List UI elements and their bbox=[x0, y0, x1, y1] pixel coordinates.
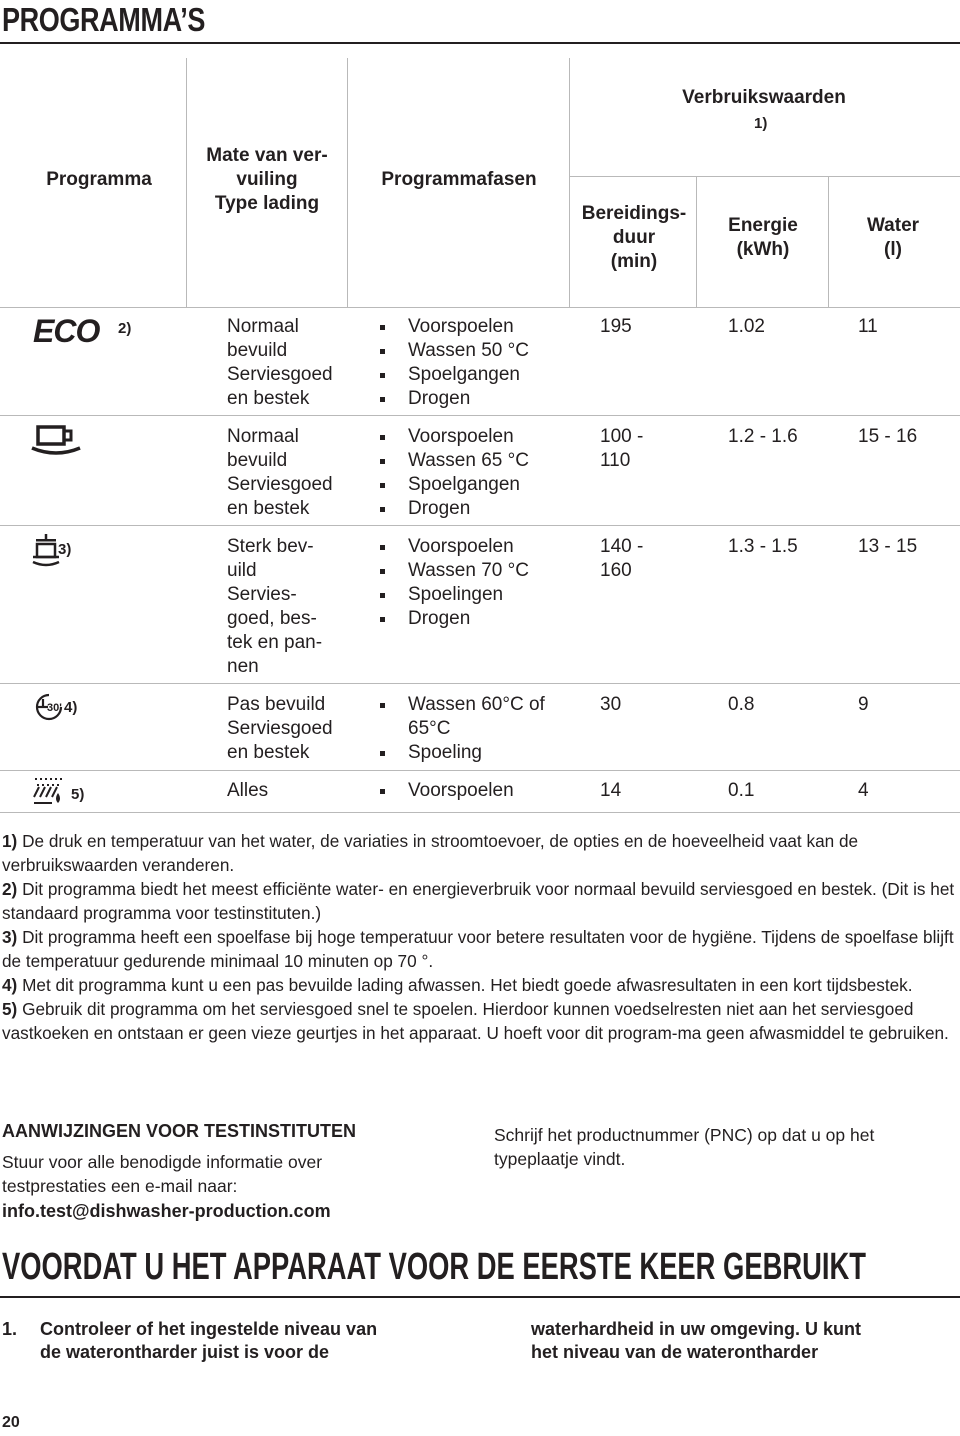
row-mate: Pas bevuild Serviesgoed en bestek bbox=[227, 694, 333, 763]
row-fasen bbox=[378, 535, 529, 631]
row-fasen bbox=[378, 315, 529, 411]
row-mate: Normaal bevuild Serviesgoed en bestek bbox=[227, 316, 333, 409]
header-energie: Energie (kWh) bbox=[728, 215, 798, 260]
step-text-right: waterhardheid in uw omgeving. U kunt het niveau van de waterontharder bbox=[531, 1319, 862, 1362]
row-energie: 1.3 - 1.5 bbox=[728, 536, 798, 557]
phase-item: Wassen 50 °C bbox=[378, 339, 529, 363]
step-text-left: Controleer of het ingestelde niveau van de waterontharder juist is voor de bbox=[40, 1319, 378, 1362]
test-email-link[interactable]: info.test@dishwasher-production.com bbox=[2, 1201, 331, 1221]
first-use-title: VOORDAT U HET APPARAAT VOOR DE EERSTE KEER GEBRUIKT bbox=[2, 1246, 866, 1288]
phase-item: Voorspoelen bbox=[378, 425, 529, 449]
footnotes bbox=[2, 829, 957, 1045]
phase-item: Spoelgangen bbox=[378, 363, 529, 387]
svg-text:30': 30' bbox=[47, 702, 62, 714]
cup-plate-icon bbox=[30, 424, 82, 461]
row-water: 4 bbox=[858, 780, 869, 801]
row-duur: 195 bbox=[600, 316, 632, 337]
pnc-note: Schrijf het productnummer (PNC) op dat u op het typeplaatje vindt. bbox=[494, 1125, 875, 1169]
row-ref: 4) bbox=[64, 699, 78, 716]
row-water: 13 - 15 bbox=[858, 536, 918, 557]
table-bottom-rule bbox=[0, 812, 960, 813]
row-duur: 14 bbox=[600, 780, 622, 801]
row-energie: 0.8 bbox=[728, 694, 755, 715]
row-ref: 5) bbox=[71, 786, 85, 803]
header-water: Water (l) bbox=[866, 215, 920, 260]
phase-item: Wassen 60°C of bbox=[378, 693, 545, 717]
pot-icon bbox=[31, 532, 61, 573]
footnote: 3) Dit programma heeft een spoelfase bij hoge temperatuur voor betere resultaten voor de hygiëne. Tijdens de spoelfase blijft de temperatuur gedurende minimaal 10 minuten op 70 °. bbox=[2, 927, 954, 971]
row-ref: 2) bbox=[118, 320, 132, 337]
phase-item: Wassen 70 °C bbox=[378, 559, 529, 583]
row-energie: 0.1 bbox=[728, 780, 755, 801]
test-section-body: Stuur voor alle benodigde informatie over testprestaties een e-mail naar: bbox=[2, 1152, 323, 1196]
row-divider bbox=[0, 683, 960, 684]
eco-icon: ECO bbox=[33, 313, 100, 349]
header-divider bbox=[569, 58, 570, 308]
header-bottom-rule bbox=[0, 307, 960, 308]
row-divider bbox=[0, 770, 960, 771]
row-fasen bbox=[378, 779, 514, 803]
row-duur: 100 - 110 bbox=[600, 426, 644, 471]
header-divider bbox=[828, 177, 829, 308]
header-divider bbox=[696, 177, 697, 308]
header-divider bbox=[347, 58, 348, 308]
row-fasen bbox=[378, 425, 529, 521]
row-water: 9 bbox=[858, 694, 869, 715]
phase-item-continuation: 65°C bbox=[408, 718, 451, 739]
page-number: 20 bbox=[2, 1414, 20, 1431]
row-energie: 1.2 - 1.6 bbox=[728, 426, 798, 447]
row-fasen bbox=[378, 693, 545, 765]
row-divider bbox=[0, 525, 960, 526]
row-ref: 3) bbox=[58, 541, 72, 558]
header-divider bbox=[570, 176, 960, 177]
phase-item: Voorspoelen bbox=[378, 779, 514, 803]
row-mate: Sterk bev- uild Servies- goed, bes- tek en pan- nen bbox=[227, 536, 323, 677]
phase-item: Voorspoelen bbox=[378, 535, 529, 559]
row-duur: 30 bbox=[600, 694, 622, 715]
first-use-rule bbox=[0, 1296, 960, 1298]
header-programma: Programma bbox=[46, 169, 152, 190]
row-divider bbox=[0, 415, 960, 416]
row-mate: Normaal bevuild Serviesgoed en bestek bbox=[227, 426, 333, 519]
footnote: 4) Met dit programma kunt u een pas bevuilde lading afwassen. Het biedt goede afwasresultaten in een kort tijdsbestek. bbox=[2, 975, 913, 995]
header-duur: Bereidings- duur (min) bbox=[581, 203, 687, 272]
row-mate: Alles bbox=[227, 780, 269, 801]
footnote: 1) De druk en temperatuur van het water, de variaties in stroomtoevoer, de opties en de hoeveelheid vaat kan de verbruikswaarden veranderen. bbox=[2, 831, 859, 875]
phase-item: Wassen 65 °C bbox=[378, 449, 529, 473]
phase-item: Drogen bbox=[378, 497, 529, 521]
title-rule bbox=[0, 42, 960, 44]
row-water: 11 bbox=[858, 316, 878, 337]
test-section-title: AANWIJZINGEN VOOR TESTINSTITUTEN bbox=[2, 1121, 357, 1141]
header-mate: Mate van ver- vuiling Type lading bbox=[206, 145, 328, 214]
header-divider bbox=[186, 58, 187, 308]
row-water: 15 - 16 bbox=[858, 426, 918, 447]
page-title: PROGRAMMA’S bbox=[2, 1, 205, 38]
row-energie: 1.02 bbox=[728, 316, 765, 337]
phase-item: Spoelingen bbox=[378, 583, 529, 607]
phase-item: Spoelgangen bbox=[378, 473, 529, 497]
header-fasen: Programmafasen bbox=[381, 169, 537, 190]
step-number: 1. bbox=[2, 1319, 18, 1339]
phase-item: Voorspoelen bbox=[378, 315, 529, 339]
phase-item: Spoeling bbox=[378, 741, 545, 765]
footnote: 5) Gebruik dit programma om het serviesgoed snel te spoelen. Hierdoor kunnen voedselresten niet aan het serviesgoed vastkoeken en ontstaan er geen vieze geurtjes in het apparaat. U hoeft voor dit program-ma geen afwasmiddel te gebruiken. bbox=[2, 999, 949, 1043]
phase-item: Drogen bbox=[378, 607, 529, 631]
footnote: 2) Dit programma biedt het meest efficiënte water- en energieverbruik voor normaal bevuild serviesgoed en bestek. (Dit is het standaard programma voor testinstituten.) bbox=[2, 879, 955, 923]
header-verbruik: Verbruikswaarden bbox=[682, 87, 846, 108]
header-verbruik-ref: 1) bbox=[754, 115, 768, 132]
rinse-icon bbox=[31, 773, 67, 812]
phase-item: Drogen bbox=[378, 387, 529, 411]
row-duur: 140 - 160 bbox=[600, 536, 644, 581]
